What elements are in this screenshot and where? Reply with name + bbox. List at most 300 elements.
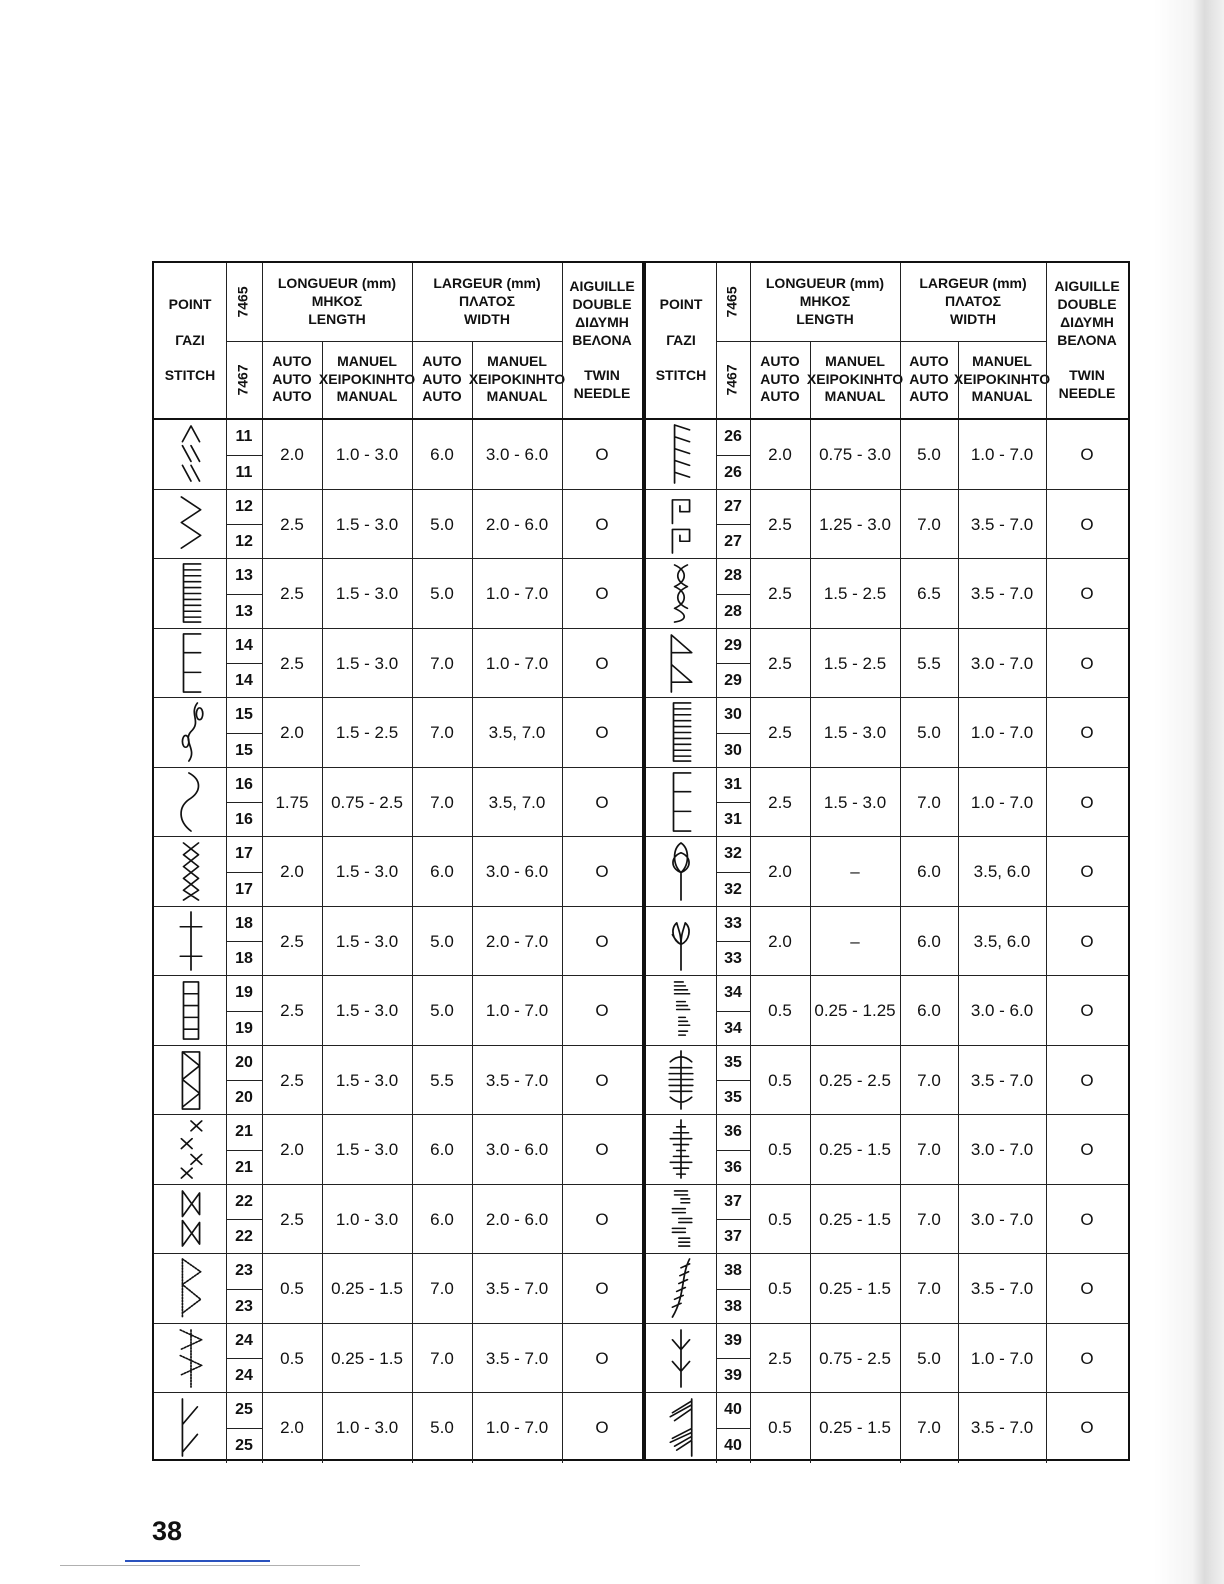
length-auto-value: 0.5 — [768, 1279, 792, 1299]
twin-needle-mark: O — [1080, 1418, 1094, 1438]
stitch-number-7467: 14 — [226, 663, 262, 698]
header-width — [412, 263, 562, 341]
satin-diamond-icon — [666, 1117, 696, 1182]
width-manual-value: 1.0 - 7.0 — [485, 1418, 549, 1438]
table-row — [154, 1115, 642, 1185]
header-point: POINT — [168, 295, 212, 312]
width-auto-value: 6.0 — [917, 1001, 941, 1021]
twin-needle-mark: O — [595, 862, 609, 882]
width-manual-value: 3.0 - 6.0 — [485, 445, 549, 465]
comb-icon — [666, 770, 696, 835]
stitch-number-7467: 21 — [226, 1150, 262, 1185]
stitch-number-7467: 29 — [716, 663, 750, 698]
auto-gr: AUTO — [422, 370, 462, 387]
length-manual-value: 1.5 - 3.0 — [335, 1070, 399, 1090]
auto-en: AUTO — [272, 388, 312, 405]
stitch-number-7467: 24 — [226, 1358, 262, 1393]
length-auto-value: 2.0 — [768, 445, 792, 465]
width-auto-value: 5.0 — [430, 1001, 454, 1021]
auto-gr: AUTO — [760, 370, 800, 387]
stitch-number-7467: 13 — [226, 594, 262, 629]
length-en: LENGTH — [308, 310, 366, 327]
header-length — [262, 263, 412, 341]
table-row — [154, 1393, 642, 1463]
twisted-chain-icon — [666, 561, 696, 626]
table-row — [154, 976, 642, 1046]
satin-arrow-icon — [176, 1326, 206, 1391]
length-manual-value: 0.75 - 2.5 — [331, 792, 403, 812]
width-manual-value: 3.5, 6.0 — [973, 862, 1031, 882]
header-width-auto — [412, 341, 472, 418]
width-manual-value: 3.0 - 7.0 — [970, 1140, 1034, 1160]
stitch-number-7465: 36 — [724, 1123, 742, 1141]
twin-gr: ΔΙΔΥΜΗ ΒΕΛΟΝΑ — [1057, 313, 1117, 348]
table-row — [154, 1254, 642, 1324]
width-manual-value: 3.5 - 7.0 — [970, 514, 1034, 534]
stitch-number-7467: 31 — [716, 802, 750, 837]
length-manual-value: 1.0 - 3.0 — [335, 445, 399, 465]
width-auto-value: 5.0 — [917, 723, 941, 743]
table-row — [646, 490, 1128, 560]
width-auto-value: 5.0 — [430, 1418, 454, 1438]
length-auto-value: 1.75 — [275, 792, 309, 812]
header-stitch — [154, 263, 226, 418]
width-auto-value: 5.0 — [917, 1348, 941, 1368]
twin-needle-mark: O — [1080, 1001, 1094, 1021]
table-row — [154, 559, 642, 629]
twin-needle-mark: O — [595, 1418, 609, 1438]
width-auto-value: 7.0 — [430, 723, 454, 743]
table-row — [646, 559, 1128, 629]
stitch-number-7465: 22 — [235, 1192, 253, 1210]
stitch-number-7465: 14 — [235, 636, 253, 654]
header-length-auto — [262, 341, 322, 418]
length-manual-value: 0.25 - 1.25 — [814, 1001, 896, 1021]
width-auto-value: 5.0 — [430, 584, 454, 604]
width-auto-value: 5.5 — [430, 1070, 454, 1090]
twin-needle-mark: O — [595, 792, 609, 812]
length-auto-value: 2.5 — [768, 723, 792, 743]
length-manual-value: 1.5 - 3.0 — [335, 514, 399, 534]
width-fr: LARGEUR (mm) — [433, 275, 541, 292]
width-auto-value: 7.0 — [430, 653, 454, 673]
length-auto-value: 2.0 — [280, 862, 304, 882]
width-manual-value: 2.0 - 7.0 — [485, 931, 549, 951]
twin-needle-mark: O — [595, 445, 609, 465]
ladder-box-icon — [176, 978, 206, 1043]
slant-comb-icon — [666, 422, 696, 487]
twin-needle-mark: O — [595, 1279, 609, 1299]
length-auto-value: 2.5 — [768, 653, 792, 673]
width-manual-value: 3.0 - 6.0 — [485, 862, 549, 882]
width-gr: ΠΛΑΤΟΣ — [459, 293, 515, 310]
table-row — [154, 907, 642, 977]
twin-needle-mark: O — [595, 653, 609, 673]
comb-icon — [176, 631, 206, 696]
width-manual-value: 1.0 - 7.0 — [970, 1348, 1034, 1368]
stitch-number-7467: 38 — [716, 1289, 750, 1324]
twin-fr: AIGUILLE DOUBLE — [569, 277, 635, 312]
length-auto-value: 2.5 — [768, 514, 792, 534]
stitch-number-7467: 11 — [226, 455, 262, 490]
width-fr: LARGEUR (mm) — [919, 275, 1027, 292]
width-manual-value: 3.0 - 7.0 — [970, 1209, 1034, 1229]
table-row — [646, 976, 1128, 1046]
stitch-number-7467: 16 — [226, 802, 262, 837]
manual-gr: ΧΕΙΡΟΚΙΝΗΤΟ — [806, 370, 904, 387]
table-row — [646, 1046, 1128, 1116]
width-auto-value: 7.0 — [430, 1279, 454, 1299]
wave-icon — [176, 770, 206, 835]
width-manual-value: 3.5 - 7.0 — [485, 1348, 549, 1368]
stitch-number-7467: 23 — [226, 1289, 262, 1324]
stitch-table-left — [152, 261, 642, 1461]
manual-fr: MANUEL — [825, 352, 885, 369]
length-auto-value: 2.5 — [280, 1209, 304, 1229]
table-row — [154, 698, 642, 768]
stitch-number-7467: 35 — [716, 1080, 750, 1115]
twin-gr: ΔΙΔΥΜΗ ΒΕΛΟΝΑ — [572, 313, 632, 348]
table-row — [154, 837, 642, 907]
stitch-number-7465: 40 — [724, 1401, 742, 1419]
width-auto-value: 7.0 — [917, 1279, 941, 1299]
box-zigzag-icon — [176, 1048, 206, 1113]
header-gazi: ΓΑΖΙ — [666, 331, 696, 348]
length-fr: LONGUEUR (mm) — [765, 275, 885, 292]
length-auto-value: 2.5 — [768, 584, 792, 604]
width-auto-value: 5.0 — [430, 514, 454, 534]
stitch-number-7467: 22 — [226, 1219, 262, 1254]
table-row — [154, 629, 642, 699]
table-row — [154, 1185, 642, 1255]
table-row — [646, 420, 1128, 490]
table-body-left — [154, 420, 642, 1459]
slant-tick-icon — [176, 1395, 206, 1460]
twin-needle-mark: O — [1080, 792, 1094, 812]
length-auto-value: 2.0 — [280, 1140, 304, 1160]
satin-feather-icon — [666, 1256, 696, 1321]
dense-comb-icon — [666, 700, 696, 765]
table-header-right — [646, 263, 1128, 420]
twin-needle-mark: O — [595, 1070, 609, 1090]
header-width — [900, 263, 1046, 341]
zigzag-arrow-icon — [176, 422, 206, 487]
stitch-number-7467: 25 — [226, 1428, 262, 1463]
twin-needle-mark: O — [1080, 1348, 1094, 1368]
stitch-number-7465: 12 — [235, 497, 253, 515]
stitch-number-7465: 35 — [724, 1053, 742, 1071]
width-manual-value: 1.0 - 7.0 — [970, 792, 1034, 812]
dense-comb-icon — [176, 561, 206, 626]
twin-needle-mark: O — [1080, 584, 1094, 604]
table-row — [154, 490, 642, 560]
stitch-number-7467: 17 — [226, 872, 262, 907]
model-7467: 7467 — [724, 363, 741, 396]
length-gr: ΜΗΚΟΣ — [799, 293, 851, 310]
width-auto-value: 7.0 — [917, 1070, 941, 1090]
length-manual-value: 0.25 - 1.5 — [819, 1418, 891, 1438]
length-manual-value: 0.75 - 3.0 — [819, 445, 891, 465]
length-en: LENGTH — [796, 310, 854, 327]
auto-gr: AUTO — [909, 370, 949, 387]
length-manual-value: 1.0 - 3.0 — [335, 1209, 399, 1229]
length-auto-value: 2.0 — [768, 862, 792, 882]
header-stitch-en: STITCH — [655, 367, 707, 384]
header-model-7467 — [226, 341, 262, 418]
twin-needle-mark: O — [595, 584, 609, 604]
manual-gr: ΧΕΙΡΟΚΙΝΗΤΟ — [318, 370, 416, 387]
width-en: WIDTH — [950, 310, 996, 327]
width-auto-value: 7.0 — [430, 1348, 454, 1368]
stitch-number-7465: 21 — [235, 1123, 253, 1141]
width-manual-value: 3.5 - 7.0 — [485, 1070, 549, 1090]
length-auto-value: 0.5 — [280, 1279, 304, 1299]
length-manual-value: 0.25 - 1.5 — [819, 1140, 891, 1160]
table-row — [646, 837, 1128, 907]
header-model-7467 — [716, 341, 750, 418]
stitch-number-7465: 32 — [724, 845, 742, 863]
twin-needle-mark: O — [595, 514, 609, 534]
stitch-number-7465: 15 — [235, 706, 253, 724]
width-manual-value: 1.0 - 7.0 — [970, 723, 1034, 743]
length-manual-value: 0.75 - 2.5 — [819, 1348, 891, 1368]
stitch-number-7467: 33 — [716, 941, 750, 976]
width-auto-value: 6.0 — [917, 931, 941, 951]
model-7465: 7465 — [235, 286, 252, 318]
twin-needle-mark: O — [1080, 723, 1094, 743]
stitch-number-7467: 12 — [226, 524, 262, 559]
stitch-number-7465: 27 — [724, 497, 742, 515]
header-length-manual — [806, 341, 904, 418]
stitch-number-7465: 37 — [724, 1192, 742, 1210]
length-manual-value: 0.25 - 1.5 — [819, 1209, 891, 1229]
stitch-number-7465: 18 — [235, 914, 253, 932]
width-manual-value: 3.5 - 7.0 — [970, 584, 1034, 604]
length-manual-value: 1.5 - 3.0 — [823, 792, 887, 812]
twin-needle-mark: O — [1080, 1070, 1094, 1090]
manual-en: MANUAL — [824, 388, 886, 405]
width-auto-value: 5.0 — [917, 445, 941, 465]
table-row — [646, 698, 1128, 768]
header-length-auto — [750, 341, 810, 418]
length-manual-value: 1.5 - 3.0 — [335, 931, 399, 951]
length-manual-value: 1.0 - 3.0 — [335, 1418, 399, 1438]
width-manual-value: 2.0 - 6.0 — [485, 514, 549, 534]
stitch-number-7465: 26 — [724, 428, 742, 446]
satin-oval-icon — [666, 1048, 696, 1113]
width-manual-value: 3.0 - 6.0 — [970, 1001, 1034, 1021]
lotus-icon — [666, 909, 696, 974]
table-row — [154, 768, 642, 838]
table-header-left — [154, 263, 642, 420]
stitch-table-right — [642, 261, 1130, 1461]
auto-en: AUTO — [760, 388, 800, 405]
width-auto-value: 7.0 — [917, 1140, 941, 1160]
bowtie-icon — [176, 1187, 206, 1252]
length-auto-value: 2.5 — [280, 1070, 304, 1090]
scan-page-edge — [1154, 0, 1224, 1584]
stitch-settings-table — [152, 261, 1130, 1461]
length-manual-value: 1.25 - 3.0 — [819, 514, 891, 534]
twin-needle-mark: O — [1080, 931, 1094, 951]
branch-icon — [666, 1326, 696, 1391]
table-row — [646, 1393, 1128, 1463]
bottom-accent-rule — [125, 1560, 270, 1562]
stitch-number-7465: 31 — [724, 775, 742, 793]
width-manual-value: 3.5, 7.0 — [488, 792, 546, 812]
bottom-rule — [60, 1565, 360, 1566]
auto-fr: AUTO — [760, 352, 800, 369]
width-auto-value: 6.0 — [430, 445, 454, 465]
stitch-number-7467: 28 — [716, 594, 750, 629]
width-auto-value: 6.0 — [430, 1209, 454, 1229]
width-manual-value: 3.5, 7.0 — [488, 723, 546, 743]
twin-needle-mark: O — [595, 723, 609, 743]
stitch-number-7467: 20 — [226, 1080, 262, 1115]
table-row — [154, 1046, 642, 1116]
length-auto-value: 0.5 — [768, 1418, 792, 1438]
length-manual-value: 1.5 - 2.5 — [823, 584, 887, 604]
page-number: 38 — [152, 1516, 183, 1546]
header-twin-needle — [562, 263, 642, 418]
satin-fan-icon — [666, 1395, 696, 1460]
length-auto-value: 2.5 — [768, 792, 792, 812]
header-length-manual — [318, 341, 416, 418]
width-auto-value: 5.5 — [917, 653, 941, 673]
table-row — [646, 1185, 1128, 1255]
stitch-number-7465: 16 — [235, 775, 253, 793]
length-auto-value: 2.0 — [280, 445, 304, 465]
length-auto-value: 0.5 — [768, 1070, 792, 1090]
header-twin-needle — [1046, 263, 1128, 418]
stitch-number-7467: 37 — [716, 1219, 750, 1254]
stitch-number-7467: 18 — [226, 941, 262, 976]
table-row — [646, 1254, 1128, 1324]
model-7467: 7467 — [235, 363, 252, 396]
length-manual-value: 0.25 - 1.5 — [331, 1348, 403, 1368]
length-manual-value: 0.25 - 1.5 — [819, 1279, 891, 1299]
header-model-7465 — [716, 263, 750, 341]
table-row — [154, 1324, 642, 1394]
width-auto-value: 7.0 — [917, 1418, 941, 1438]
stitch-number-7467: 26 — [716, 455, 750, 490]
stitch-number-7467: 36 — [716, 1150, 750, 1185]
twin-needle-mark: O — [1080, 862, 1094, 882]
width-auto-value: 7.0 — [917, 514, 941, 534]
leaf-vine-icon — [176, 700, 206, 765]
width-manual-value: 3.5 - 7.0 — [970, 1070, 1034, 1090]
length-manual-value: – — [850, 862, 860, 882]
width-auto-value: 7.0 — [430, 792, 454, 812]
length-auto-value: 2.5 — [280, 653, 304, 673]
stitch-number-7465: 24 — [235, 1331, 253, 1349]
length-auto-value: 2.0 — [280, 1418, 304, 1438]
width-gr: ΠΛΑΤΟΣ — [945, 293, 1001, 310]
twin-needle-mark: O — [595, 1348, 609, 1368]
x-stitch-icon — [176, 1117, 206, 1182]
length-manual-value: 1.5 - 3.0 — [335, 1001, 399, 1021]
stitch-number-7465: 19 — [235, 984, 253, 1002]
greek-key-icon — [666, 492, 696, 557]
header-point: POINT — [659, 295, 703, 312]
twin-needle-mark: O — [1080, 445, 1094, 465]
manual-en: MANUAL — [971, 388, 1033, 405]
stitch-number-7467: 34 — [716, 1011, 750, 1046]
width-manual-value: 1.0 - 7.0 — [485, 584, 549, 604]
twin-needle-mark: O — [595, 1140, 609, 1160]
header-stitch — [646, 263, 716, 418]
width-en: WIDTH — [464, 310, 510, 327]
manual-fr: MANUEL — [337, 352, 397, 369]
length-manual-value: 0.25 - 2.5 — [819, 1070, 891, 1090]
twin-needle-mark: O — [595, 931, 609, 951]
stitch-number-7465: 28 — [724, 567, 742, 585]
width-manual-value: 1.0 - 7.0 — [485, 1001, 549, 1021]
length-manual-value: 1.5 - 3.0 — [823, 723, 887, 743]
satin-steps-icon — [666, 978, 696, 1043]
width-manual-value: 3.5 - 7.0 — [970, 1418, 1034, 1438]
manual-fr: MANUEL — [972, 352, 1032, 369]
header-width-manual — [953, 341, 1051, 418]
width-auto-value: 6.0 — [430, 862, 454, 882]
table-row — [646, 1115, 1128, 1185]
stitch-number-7465: 25 — [235, 1401, 253, 1419]
model-7465: 7465 — [724, 286, 741, 318]
width-auto-value: 6.0 — [917, 862, 941, 882]
twin-needle-mark: O — [1080, 653, 1094, 673]
auto-fr: AUTO — [422, 352, 462, 369]
width-manual-value: 3.0 - 6.0 — [485, 1140, 549, 1160]
satin-castle-icon — [666, 1187, 696, 1252]
stitch-number-7467: 32 — [716, 872, 750, 907]
satin-triangle-icon — [176, 1256, 206, 1321]
manual-en: MANUAL — [336, 388, 398, 405]
stitch-number-7465: 34 — [724, 984, 742, 1002]
table-row — [646, 1324, 1128, 1394]
length-manual-value: 1.5 - 3.0 — [335, 584, 399, 604]
auto-en: AUTO — [909, 388, 949, 405]
header-width-manual — [468, 341, 566, 418]
twin-needle-mark: O — [1080, 1279, 1094, 1299]
length-manual-value: 1.5 - 2.5 — [335, 723, 399, 743]
length-fr: LONGUEUR (mm) — [277, 275, 397, 292]
stitch-number-7465: 39 — [724, 1331, 742, 1349]
header-width-auto — [900, 341, 958, 418]
width-auto-value: 7.0 — [917, 1209, 941, 1229]
table-body-right — [646, 420, 1128, 1459]
length-auto-value: 0.5 — [768, 1001, 792, 1021]
length-auto-value: 2.5 — [280, 584, 304, 604]
manual-gr: ΧΕΙΡΟΚΙΝΗΤΟ — [468, 370, 566, 387]
width-manual-value: 2.0 - 6.0 — [485, 1209, 549, 1229]
length-auto-value: 0.5 — [768, 1209, 792, 1229]
flower-icon — [666, 839, 696, 904]
twin-fr: AIGUILLE DOUBLE — [1054, 277, 1120, 312]
twin-en: TWIN NEEDLE — [1058, 367, 1116, 402]
width-manual-value: 3.5, 6.0 — [973, 931, 1031, 951]
length-auto-value: 0.5 — [768, 1140, 792, 1160]
width-manual-value: 3.0 - 7.0 — [970, 653, 1034, 673]
length-auto-value: 2.0 — [768, 931, 792, 951]
twin-needle-mark: O — [595, 1209, 609, 1229]
auto-gr: AUTO — [272, 370, 312, 387]
stitch-number-7465: 33 — [724, 914, 742, 932]
header-gazi: ΓΑΖΙ — [175, 331, 205, 348]
twin-needle-mark: O — [1080, 1209, 1094, 1229]
header-model-7465 — [226, 263, 262, 341]
stitch-number-7465: 20 — [235, 1053, 253, 1071]
width-auto-value: 7.0 — [917, 792, 941, 812]
